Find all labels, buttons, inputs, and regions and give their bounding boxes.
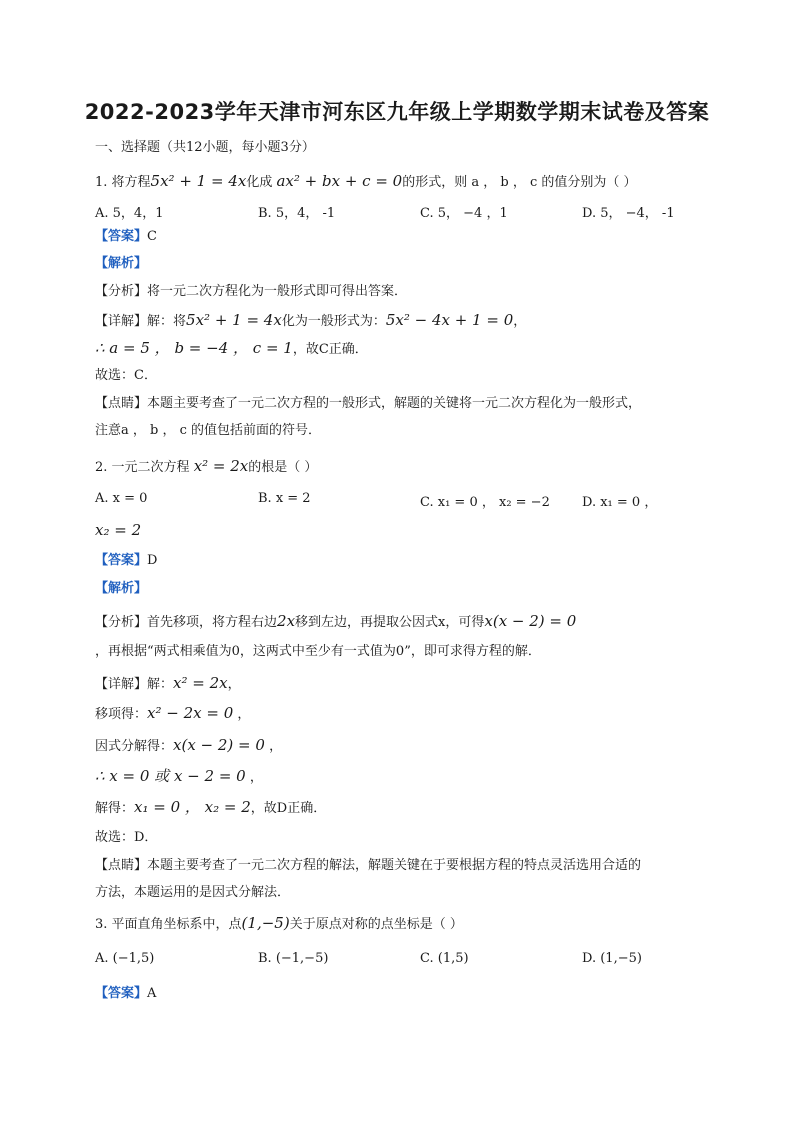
q2-answer: 【答案】D — [95, 553, 158, 568]
q2-comment: 【点睛】本题主要考查了一元二次方程的解法，解题关键在于要根据方程的特点灵活选用合适的 — [95, 858, 642, 873]
q2-option-a: A. x = 0 — [95, 491, 148, 506]
q2-option-d: D. x₁ = 0 ， — [582, 495, 658, 510]
q1-option-a: A. 5，4，1 — [95, 206, 164, 221]
q2-fenxi-cont: ，再根据“两式相乘值为0，这两式中至少有一式值为0”，即可求得方程的解． — [95, 644, 541, 659]
q2-stem: 2. 一元二次方程 x² = 2x的根是（ ） — [95, 457, 318, 475]
q2-step-split: ∴ x = 0 或 x − 2 = 0 ， — [95, 767, 263, 785]
q2-step-factor: 因式分解得：x(x − 2) = 0 ， — [95, 736, 283, 754]
q1-general-form: ax² + bx + c = 0 — [276, 172, 403, 190]
q1-stem: 1. 将方程5x² + 1 = 4x化成 ax² + bx + c = 0的形式，则 a ， b ， c 的值分别为（ ） — [95, 172, 637, 190]
q1-comment-cont: 注意a ， b ， c 的值包括前面的符号． — [95, 423, 322, 438]
q1-option-c: C. 5， −4 ，1 — [420, 206, 508, 221]
q1-choose: 故选：C． — [95, 368, 157, 383]
q3-option-b: B. (−1,−5) — [258, 951, 329, 966]
q2-equation: x² = 2x — [193, 457, 249, 475]
q2-step-solve: 解得：x₁ = 0 ， x₂ = 2，故D正确． — [95, 798, 327, 816]
q2-option-c: C. x₁ = 0 ， x₂ = −2 — [420, 495, 550, 510]
q2-step-move: 移项得：x² − 2x = 0 ， — [95, 704, 251, 722]
q2-option-b: B. x = 2 — [258, 491, 311, 506]
section-heading: 一、选择题（共12小题，每小题3分） — [95, 140, 315, 155]
q1-detail: 【详解】解：将5x² + 1 = 4x化为一般形式为：5x² − 4x + 1 = 0， — [95, 311, 527, 329]
q2-detail: 【详解】解：x² = 2x， — [95, 674, 241, 692]
q1-analysis-label: 【解析】 — [95, 256, 148, 271]
q1-option-b: B. 5，4， -1 — [258, 206, 336, 221]
q2-choose: 故选：D． — [95, 830, 158, 845]
q3-stem: 3. 平面直角坐标系中，点(1,−5)关于原点对称的点坐标是（ ） — [95, 914, 463, 932]
q2-option-d-cont: x₂ = 2 — [95, 521, 142, 539]
q2-analysis-label: 【解析】 — [95, 581, 148, 596]
q1-equation: 5x² + 1 = 4x — [150, 172, 247, 190]
q1-fenxi: 【分析】将一元二次方程化为一般形式即可得出答案． — [95, 284, 408, 299]
q3-point: (1,−5) — [241, 914, 290, 932]
q2-fenxi: 【分析】首先移项，将方程右边2x移到左边，再提取公因式x，可得x(x − 2) = 0 — [95, 612, 577, 630]
q3-option-a: A. (−1,5) — [95, 951, 155, 966]
q3-option-d: D. (1,−5) — [582, 951, 642, 966]
q1-option-d: D. 5， −4， -1 — [582, 206, 675, 221]
document-title: 2022-2023学年天津市河东区九年级上学期数学期末试卷及答案 — [84, 100, 710, 124]
q3-answer: 【答案】A — [95, 986, 157, 1001]
q1-comment: 【点睛】本题主要考查了一元二次方程的一般形式，解题的关键将一元二次方程化为一般形式， — [95, 396, 642, 411]
q1-conclusion: ∴ a = 5 ， b = −4 ， c = 1，故C正确． — [95, 339, 368, 357]
q3-option-c: C. (1,5) — [420, 951, 469, 966]
q1-answer: 【答案】C — [95, 229, 157, 244]
q2-comment-cont: 方法，本题运用的是因式分解法． — [95, 885, 291, 900]
